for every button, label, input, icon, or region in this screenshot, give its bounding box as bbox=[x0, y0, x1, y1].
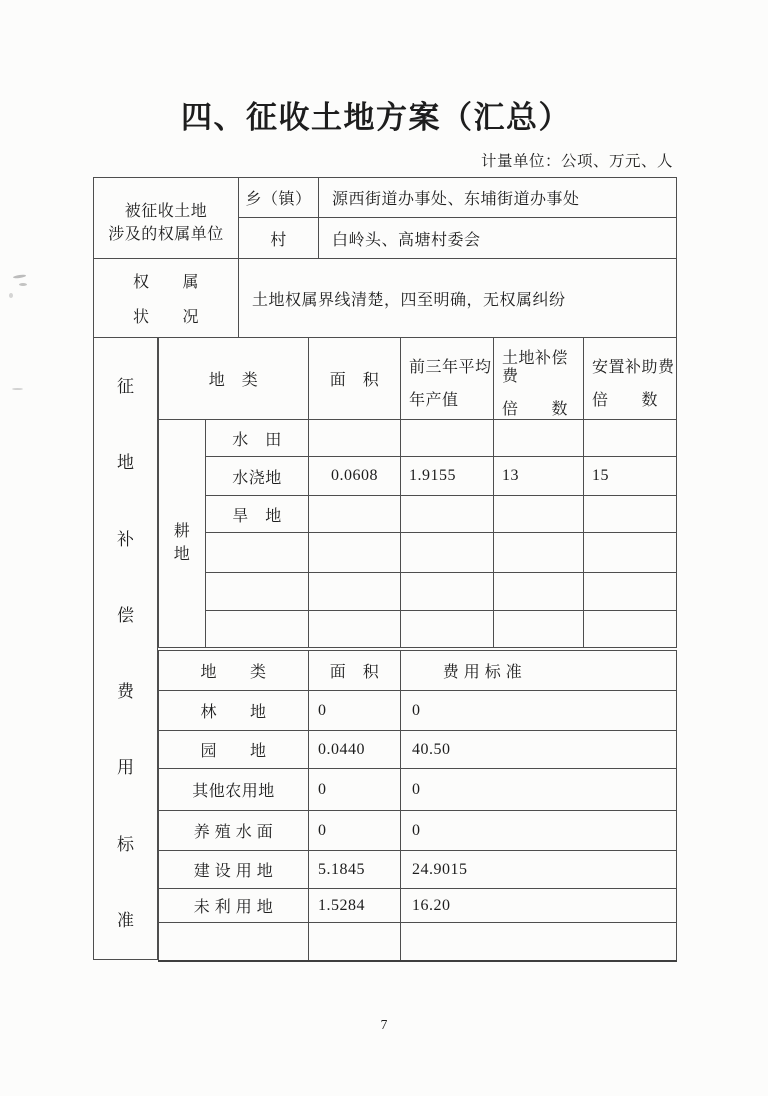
scan-smudge bbox=[9, 293, 13, 298]
area-cell bbox=[309, 923, 401, 961]
area-cell bbox=[309, 420, 401, 457]
area-cell: 0 bbox=[309, 691, 401, 731]
table-row bbox=[159, 420, 677, 457]
group-label-char: 地 bbox=[173, 545, 191, 563]
land-type-cell: 建 设 用 地 bbox=[159, 851, 309, 889]
land-type-cell: 旱 地 bbox=[206, 496, 309, 533]
output-cell bbox=[401, 533, 494, 573]
lower-header-fee-standard: 费 用 标 准 bbox=[401, 651, 677, 691]
ownership-subject-cell bbox=[94, 178, 239, 259]
land-type-cell: 养 殖 水 面 bbox=[159, 811, 309, 851]
land-multiple-cell bbox=[494, 533, 584, 573]
land-type-cell: 园 地 bbox=[159, 731, 309, 769]
output-cell bbox=[401, 611, 494, 648]
output-cell bbox=[401, 496, 494, 533]
land-multiple-cell bbox=[494, 420, 584, 457]
output-cell: 1.9155 bbox=[401, 457, 494, 496]
scan-smudge bbox=[13, 274, 26, 279]
upper-header-area: 面 积 bbox=[309, 338, 401, 420]
land-type-cell bbox=[159, 923, 309, 961]
land-comp-line1: 土地补偿费 bbox=[502, 350, 569, 385]
area-cell bbox=[309, 573, 401, 611]
lower-header-land-type: 地 类 bbox=[159, 651, 309, 691]
output-cell bbox=[401, 420, 494, 457]
area-cell bbox=[309, 533, 401, 573]
land-type-cell: 水 田 bbox=[206, 420, 309, 457]
side-label-char: 征 bbox=[117, 377, 134, 396]
area-cell: 0 bbox=[309, 811, 401, 851]
fee-cell: 40.50 bbox=[401, 731, 677, 769]
lower-header-area: 面 积 bbox=[309, 651, 401, 691]
land-type-cell: 水浇地 bbox=[206, 457, 309, 496]
ownership-status-value-cell: 土地权属界线清楚，四至明确，无权属纠纷 bbox=[239, 259, 677, 338]
side-label-char: 准 bbox=[117, 910, 134, 930]
fee-cell: 0 bbox=[401, 811, 677, 851]
ownership-status-row bbox=[94, 259, 677, 338]
land-multiple-cell: 13 bbox=[494, 457, 584, 496]
land-type-cell bbox=[206, 533, 309, 573]
upper-header-avg-output bbox=[401, 338, 494, 420]
land-type-cell: 林 地 bbox=[159, 691, 309, 731]
fee-cell: 0 bbox=[401, 691, 677, 731]
township-label-cell: 乡（镇） bbox=[239, 178, 319, 218]
table-row bbox=[159, 851, 677, 889]
table-row bbox=[159, 923, 677, 961]
ownership-status-label-cell bbox=[94, 259, 239, 338]
lower-header-row bbox=[159, 651, 677, 691]
side-label-char: 费 bbox=[117, 682, 134, 702]
avg-output-line2: 年产值 bbox=[409, 392, 459, 409]
table-row bbox=[159, 457, 677, 496]
table-row bbox=[159, 611, 677, 648]
upper-header-row bbox=[159, 338, 677, 420]
table-row bbox=[159, 769, 677, 811]
fee-cell: 16.20 bbox=[401, 889, 677, 923]
ownership-section-table bbox=[93, 177, 677, 338]
land-acquisition-summary-table bbox=[93, 177, 676, 963]
fee-cell: 0 bbox=[401, 769, 677, 811]
land-multiple-cell bbox=[494, 611, 584, 648]
land-comp-line2: 倍 数 bbox=[502, 401, 569, 418]
output-cell bbox=[401, 573, 494, 611]
scan-smudge bbox=[19, 283, 27, 286]
measurement-unit-note: 计量单位：公项、万元、人 bbox=[480, 153, 673, 170]
avg-output-line1: 前三年平均 bbox=[409, 359, 492, 376]
area-cell bbox=[309, 611, 401, 648]
upper-header-resettle bbox=[584, 338, 677, 420]
land-multiple-cell bbox=[494, 573, 584, 611]
resettle-multiple-cell: 15 bbox=[584, 457, 677, 496]
ownership-subject-line1: 被征收土地 bbox=[124, 203, 208, 220]
side-label-char: 地 bbox=[117, 453, 134, 473]
township-row bbox=[94, 178, 677, 218]
resettle-multiple-cell bbox=[584, 611, 677, 648]
table-row bbox=[159, 533, 677, 573]
resettle-multiple-cell bbox=[584, 573, 677, 611]
resettle-line1: 安置补助费 bbox=[592, 359, 675, 376]
area-cell: 0.0440 bbox=[309, 731, 401, 769]
table-row bbox=[159, 691, 677, 731]
cultivated-land-subtable bbox=[158, 337, 677, 648]
scan-smudge bbox=[12, 388, 23, 390]
area-cell: 0 bbox=[309, 769, 401, 811]
land-type-cell: 其他农用地 bbox=[159, 769, 309, 811]
resettle-multiple-cell bbox=[584, 420, 677, 457]
side-label-char: 用 bbox=[117, 758, 134, 778]
group-label-char: 耕 bbox=[173, 522, 191, 540]
table-row bbox=[159, 496, 677, 533]
side-label-char: 偿 bbox=[117, 605, 134, 625]
area-cell bbox=[309, 496, 401, 533]
status-label-line1: 权 属 bbox=[132, 274, 199, 291]
land-type-cell bbox=[206, 573, 309, 611]
resettle-multiple-cell bbox=[584, 533, 677, 573]
area-cell: 0.0608 bbox=[309, 457, 401, 496]
land-type-cell: 未 利 用 地 bbox=[159, 889, 309, 923]
upper-header-land-comp bbox=[494, 338, 584, 420]
fee-standard-subtable bbox=[158, 650, 677, 962]
page-title: 四、征收土地方案（汇总） bbox=[181, 100, 571, 135]
side-label-char: 补 bbox=[117, 529, 134, 549]
land-multiple-cell bbox=[494, 496, 584, 533]
village-value-cell: 白岭头、高塘村委会 bbox=[319, 218, 677, 259]
fee-cell: 24.9015 bbox=[401, 851, 677, 889]
area-cell: 5.1845 bbox=[309, 851, 401, 889]
page-number: 7 bbox=[380, 1017, 388, 1032]
status-label-line2: 状 况 bbox=[132, 309, 199, 326]
table-row bbox=[159, 889, 677, 923]
land-type-cell bbox=[206, 611, 309, 648]
side-label-char: 标 bbox=[117, 834, 134, 854]
ownership-subject-line2: 涉及的权属单位 bbox=[108, 226, 224, 243]
fee-cell bbox=[401, 923, 677, 961]
cultivated-land-group-cell bbox=[159, 420, 206, 648]
area-cell: 1.5284 bbox=[309, 889, 401, 923]
township-value-cell: 源西街道办事处、东埔街道办事处 bbox=[319, 178, 677, 218]
compensation-section-side-label bbox=[93, 337, 158, 960]
resettle-multiple-cell bbox=[584, 496, 677, 533]
village-label-cell: 村 bbox=[239, 218, 319, 259]
table-row bbox=[159, 811, 677, 851]
table-row bbox=[159, 573, 677, 611]
upper-header-land-type: 地 类 bbox=[159, 338, 309, 420]
resettle-line2: 倍 数 bbox=[592, 392, 659, 409]
table-row bbox=[159, 731, 677, 769]
